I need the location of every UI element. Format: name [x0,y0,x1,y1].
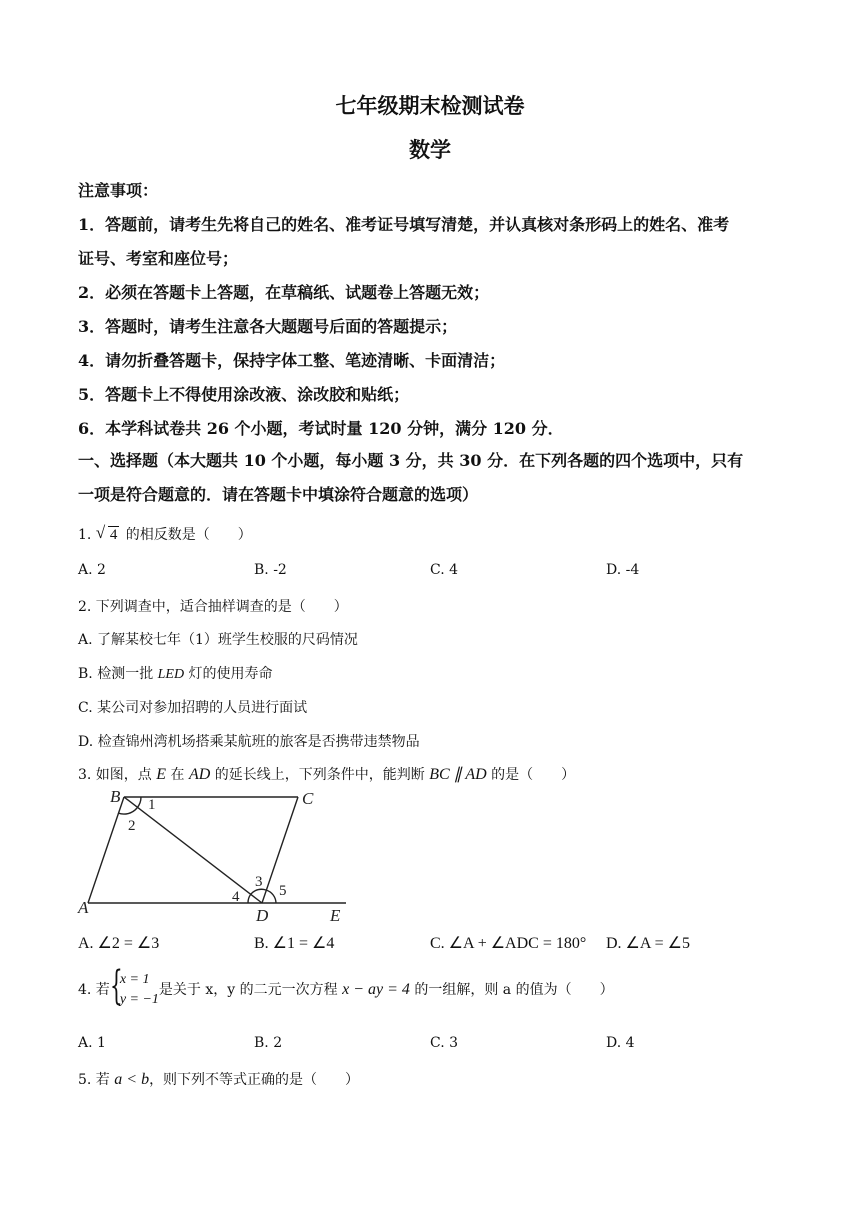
notice-item: 6．本学科试卷共 26 个小题，考试时量 120 分钟，满分 120 分． [78,419,564,438]
option-a: A. 2 [78,562,106,578]
option-b: B. -2 [254,562,287,578]
option-c: C. 某公司对参加招聘的人员进行面试 [78,700,308,716]
label-D: D [256,906,269,925]
option-d: D. -4 [606,562,640,578]
label-C: C [302,789,314,808]
question-number: 1. [78,527,92,543]
notice-item: 4．请勿折叠答题卡，保持字体工整、笔迹清晰、卡面清洁； [78,351,506,370]
option-d: D. 4 [606,1035,635,1051]
option-b: B. ∠1 = ∠4 [254,935,335,952]
notice-item: 2．必须在答题卡上答题，在草稿纸、试题卷上答题无效； [78,283,490,302]
notice-item: 5．答题卡上不得使用涂改液、涂改胶和贴纸； [78,385,410,404]
angle-1-label: 1 [148,797,156,813]
option-c: C. 3 [430,1035,459,1051]
notice-item: 3．答题时，请考生注意各大题题号后面的答题提示； [78,317,458,336]
label-A: A [78,898,89,917]
sqrt-expression: √ 4 [95,523,118,543]
question-stem: 的相反数是（ ） [125,527,252,543]
label-E: E [330,906,341,925]
option-c: C. 4 [430,562,459,578]
equation-system: { x = 1 y = −1 [109,963,159,1009]
angle-3-label: 3 [255,874,263,890]
option-d: D. ∠A = ∠5 [606,935,690,952]
angle-5-label: 5 [279,883,287,899]
option-a: A. 1 [78,1035,106,1051]
option-a: A. ∠2 = ∠3 [78,935,160,952]
notice-item: 证号、考室和座位号； [78,249,239,268]
section-heading: 一、选择题（本大题共 10 个小题，每小题 3 分，共 30 分．在下列各题的四个选项中，只有 [78,451,744,470]
subject-title: 数学 [409,137,451,162]
angle-4-label: 4 [232,889,240,905]
question-4-stem: 4. 若 { x = 1 y = −1 是关于 x，y 的二元一次方程 x − ay = 4 的一组解，则 a 的值为（ ） [78,963,614,1009]
section-heading: 一项是符合题意的．请在答题卡中填涂符合题意的选项） [78,485,479,504]
option-b: B. 检测一批 LED 灯的使用寿命 [78,666,273,682]
exam-title: 七年级期末检测试卷 [335,93,525,118]
question-5-stem: 5. 若 a < b，则下列不等式正确的是（ ） [78,1071,360,1088]
question-2-stem: 2. 下列调查中，适合抽样调查的是（ ） [78,599,348,615]
option-a: A. 了解某校七年（1）班学生校服的尺码情况 [78,632,358,648]
angle-2-label: 2 [128,818,136,834]
notice-heading: 注意事项： [78,181,159,200]
question-3-stem: 3. 如图，点 E 在 AD 的延长线上，下列条件中，能判断 BC ∥ AD 的是（ ） [78,766,576,783]
option-b: B. 2 [254,1035,283,1051]
notice-item: 1．答题前，请考生先将自己的姓名、准考证号填写清楚，并认真核对条形码上的姓名、准考 [78,215,730,234]
option-c: C. ∠A + ∠ADC = 180° [430,935,587,952]
option-d: D. 检查锦州湾机场搭乘某航班的旅客是否携带违禁物品 [78,734,420,750]
label-B: B [110,787,121,806]
